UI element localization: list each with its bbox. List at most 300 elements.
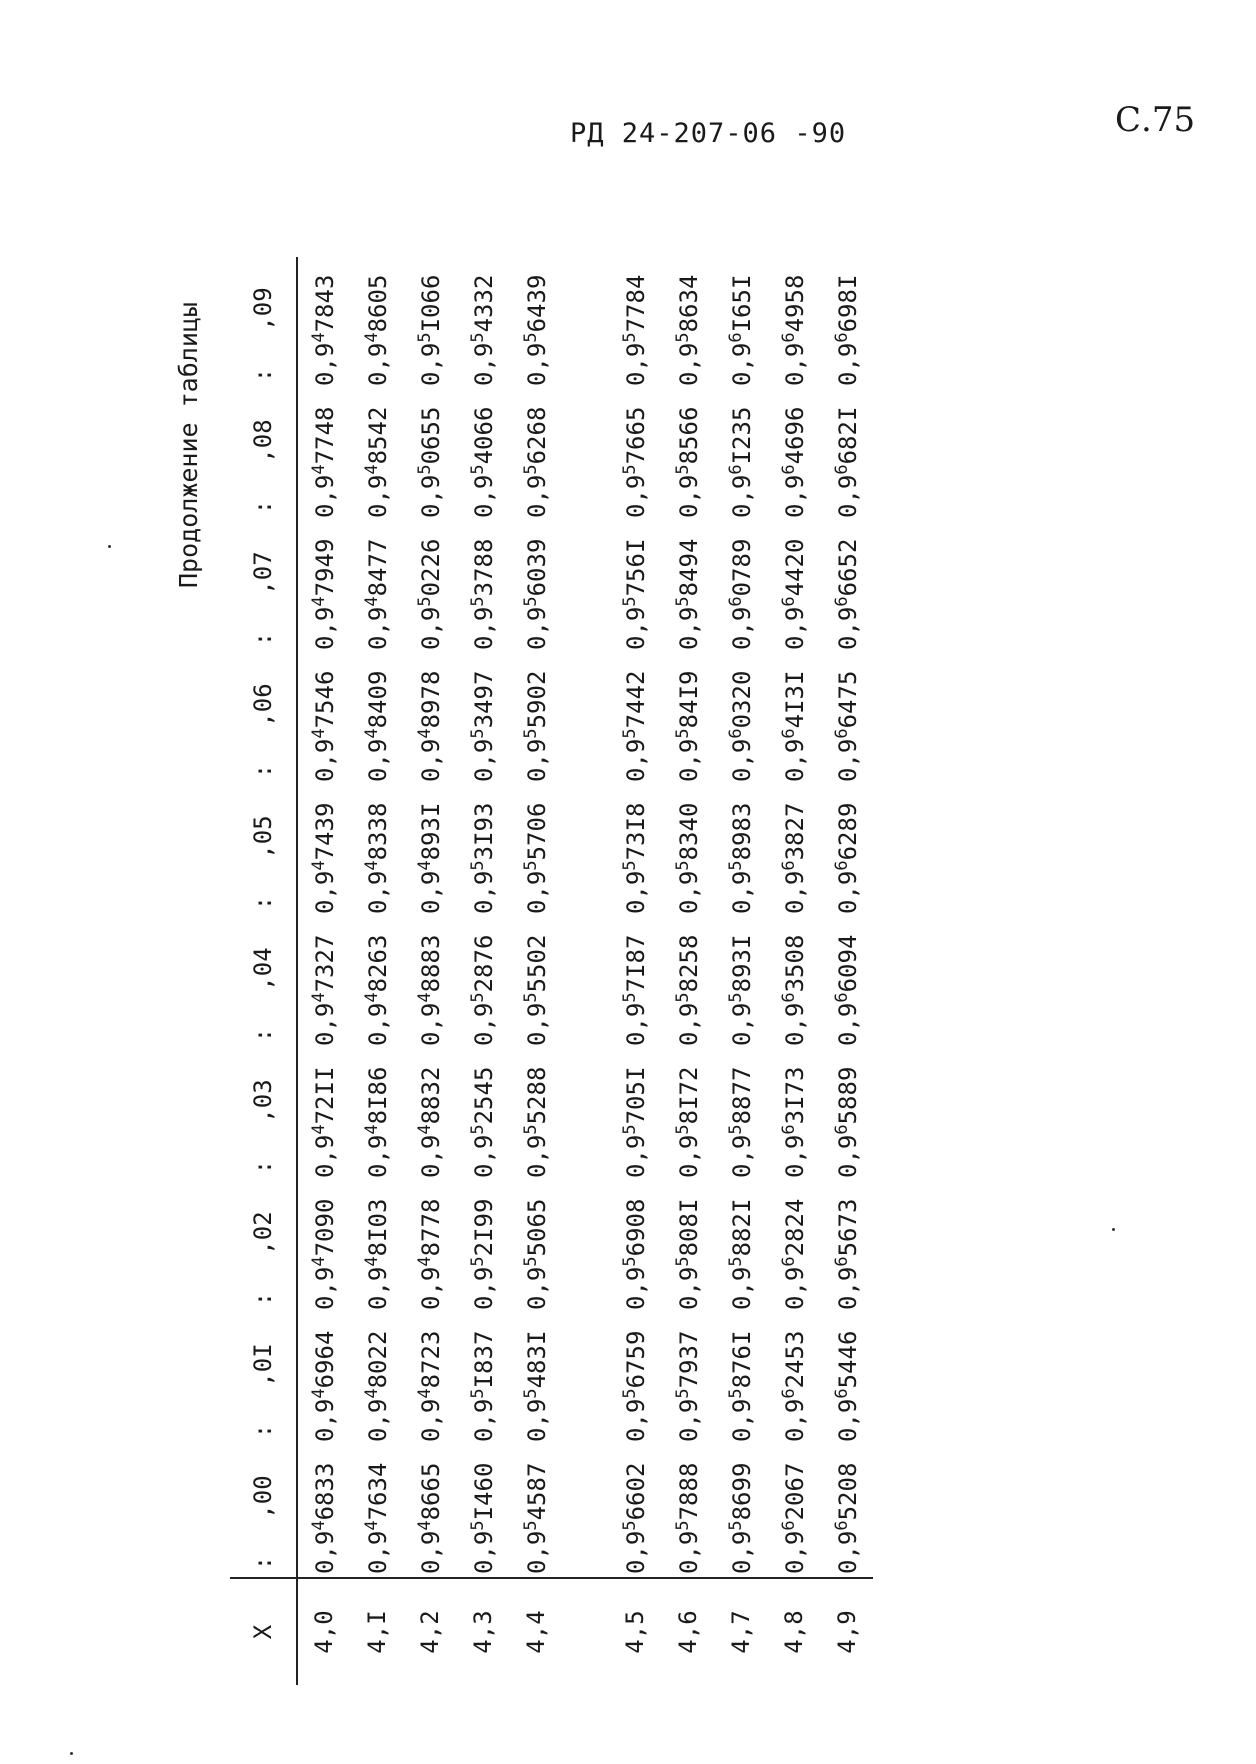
value-cell bbox=[714, 653, 767, 785]
value-exponent: 5 bbox=[467, 1256, 488, 1267]
value-cell bbox=[456, 1181, 509, 1313]
value-mantissa: 7949 bbox=[311, 538, 339, 597]
value-prefix: 0,9 bbox=[621, 1530, 650, 1574]
value-exponent: 6 bbox=[778, 1124, 799, 1135]
scan-speck bbox=[1112, 1228, 1115, 1231]
document-code: РД 24-207-06 -90 bbox=[570, 118, 847, 149]
scan-speck bbox=[108, 545, 111, 548]
value-prefix: 0,9 bbox=[522, 1002, 551, 1046]
value-mantissa: 5446 bbox=[833, 1330, 862, 1389]
value-mantissa: 8340 bbox=[674, 802, 703, 861]
value-mantissa: 8634 bbox=[674, 274, 703, 333]
value-prefix: 0,9 bbox=[621, 342, 650, 386]
value-mantissa: 6833 bbox=[311, 1462, 339, 1521]
table-row bbox=[509, 257, 562, 1685]
value-exponent: 5 bbox=[672, 860, 693, 871]
value-mantissa: 8832 bbox=[416, 1066, 445, 1125]
value-prefix: 0,9 bbox=[674, 738, 703, 782]
value-mantissa: 8477 bbox=[363, 538, 392, 597]
value-exponent: 5 bbox=[619, 860, 640, 871]
value-prefix: 0,9 bbox=[727, 1134, 756, 1178]
value-mantissa: 8258 bbox=[674, 934, 703, 993]
value-exponent: 5 bbox=[467, 992, 488, 1003]
table-row bbox=[297, 257, 350, 1685]
value-mantissa: 0226 bbox=[416, 538, 445, 597]
value-cell bbox=[350, 1181, 403, 1313]
value-cell bbox=[456, 917, 509, 1049]
value-mantissa: 2067 bbox=[780, 1462, 809, 1521]
value-cell bbox=[714, 389, 767, 521]
value-cell bbox=[767, 1313, 820, 1445]
value-cell bbox=[297, 1181, 350, 1313]
value-exponent: 5 bbox=[520, 860, 541, 871]
column-header: ,08 bbox=[230, 389, 297, 493]
value-prefix: 0,9 bbox=[727, 738, 756, 782]
value-exponent: 5 bbox=[467, 1520, 488, 1531]
value-mantissa: 6964 bbox=[311, 1330, 339, 1389]
value-exponent: 5 bbox=[725, 1256, 746, 1267]
value-exponent: 5 bbox=[520, 332, 541, 343]
value-cell bbox=[661, 521, 714, 653]
column-separator: : bbox=[230, 1021, 297, 1049]
value-cell bbox=[456, 653, 509, 785]
column-separator: : bbox=[230, 1153, 297, 1181]
value-cell bbox=[820, 917, 873, 1049]
column-header: ,04 bbox=[230, 917, 297, 1021]
value-cell bbox=[767, 785, 820, 917]
value-mantissa: 4958 bbox=[780, 274, 809, 333]
value-cell bbox=[767, 1445, 820, 1578]
value-mantissa: 3827 bbox=[780, 802, 809, 861]
value-cell bbox=[661, 1445, 714, 1578]
value-exponent: 6 bbox=[778, 1388, 799, 1399]
value-prefix: 0,9 bbox=[363, 738, 392, 782]
value-exponent: 4 bbox=[414, 728, 435, 739]
value-cell bbox=[661, 1313, 714, 1445]
column-separator: : bbox=[230, 757, 297, 785]
row-x-label: 4,3 bbox=[456, 1578, 509, 1685]
value-exponent: 4 bbox=[414, 1388, 435, 1399]
value-mantissa: 705I bbox=[621, 1066, 650, 1125]
table-row bbox=[661, 257, 714, 1685]
value-prefix: 0,9 bbox=[416, 474, 445, 518]
value-exponent: 4 bbox=[309, 860, 329, 871]
column-header: ,06 bbox=[230, 653, 297, 757]
value-exponent: 4 bbox=[309, 1124, 329, 1135]
value-mantissa: 3788 bbox=[469, 538, 498, 597]
value-mantissa: 7442 bbox=[621, 670, 650, 729]
value-prefix: 0,9 bbox=[416, 1398, 445, 1442]
value-cell bbox=[456, 1445, 509, 1578]
value-exponent: 5 bbox=[467, 464, 488, 475]
value-cell bbox=[403, 257, 456, 389]
value-cell bbox=[403, 389, 456, 521]
column-separator: : bbox=[230, 361, 297, 389]
value-prefix: 0,9 bbox=[363, 1134, 392, 1178]
value-cell bbox=[297, 257, 350, 389]
value-mantissa: 72II bbox=[311, 1066, 339, 1125]
value-mantissa: 4696 bbox=[780, 406, 809, 465]
value-prefix: 0,9 bbox=[363, 474, 392, 518]
value-prefix: 0,9 bbox=[780, 1266, 809, 1310]
value-prefix: 0,9 bbox=[311, 1002, 339, 1046]
column-header: ,03 bbox=[230, 1049, 297, 1153]
value-prefix: 0,9 bbox=[833, 1134, 862, 1178]
value-cell bbox=[297, 389, 350, 521]
value-prefix: 0,9 bbox=[727, 1398, 756, 1442]
value-cell bbox=[509, 1313, 562, 1445]
value-cell bbox=[509, 917, 562, 1049]
value-exponent: 5 bbox=[672, 728, 693, 739]
value-mantissa: 5889 bbox=[833, 1066, 862, 1125]
value-prefix: 0,9 bbox=[469, 1398, 498, 1442]
value-mantissa: 8978 bbox=[416, 670, 445, 729]
value-exponent: 6 bbox=[831, 1388, 852, 1399]
value-mantissa: 8542 bbox=[363, 406, 392, 465]
value-exponent: 5 bbox=[619, 596, 640, 607]
value-prefix: 0,9 bbox=[674, 1002, 703, 1046]
value-mantissa: 7439 bbox=[311, 802, 339, 861]
value-exponent: 4 bbox=[361, 1124, 382, 1135]
value-exponent: 4 bbox=[309, 728, 329, 739]
value-exponent: 5 bbox=[672, 1520, 693, 1531]
value-cell bbox=[767, 257, 820, 389]
value-cell bbox=[767, 1181, 820, 1313]
value-exponent: 5 bbox=[520, 992, 541, 1003]
value-prefix: 0,9 bbox=[780, 342, 809, 386]
value-cell bbox=[509, 1445, 562, 1578]
value-mantissa: 5673 bbox=[833, 1198, 862, 1257]
value-exponent: 4 bbox=[309, 1520, 329, 1531]
value-prefix: 0,9 bbox=[674, 342, 703, 386]
value-prefix: 0,9 bbox=[833, 342, 862, 386]
value-mantissa: I65I bbox=[727, 274, 756, 333]
value-mantissa: I460 bbox=[469, 1462, 498, 1521]
column-separator: : bbox=[230, 1285, 297, 1313]
value-prefix: 0,9 bbox=[311, 1134, 339, 1178]
value-mantissa: 7665 bbox=[621, 406, 650, 465]
value-prefix: 0,9 bbox=[780, 1398, 809, 1442]
value-cell bbox=[403, 653, 456, 785]
value-prefix: 0,9 bbox=[469, 606, 498, 650]
value-prefix: 0,9 bbox=[363, 1530, 392, 1574]
value-prefix: 0,9 bbox=[727, 1266, 756, 1310]
value-cell bbox=[456, 521, 509, 653]
value-prefix: 0,9 bbox=[522, 1134, 551, 1178]
value-cell bbox=[509, 785, 562, 917]
value-mantissa: 808I bbox=[674, 1198, 703, 1257]
value-exponent: 5 bbox=[619, 1256, 640, 1267]
value-cell bbox=[608, 917, 661, 1049]
value-exponent: 5 bbox=[672, 332, 693, 343]
value-exponent: 6 bbox=[778, 1256, 799, 1267]
value-exponent: 4 bbox=[309, 1388, 329, 1399]
value-cell bbox=[661, 1049, 714, 1181]
value-mantissa: 6439 bbox=[522, 274, 551, 333]
value-mantissa: 3508 bbox=[780, 934, 809, 993]
value-cell bbox=[297, 785, 350, 917]
column-separator: : bbox=[230, 1549, 297, 1578]
value-prefix: 0,9 bbox=[833, 474, 862, 518]
value-exponent: 5 bbox=[619, 1520, 640, 1531]
value-mantissa: 8494 bbox=[674, 538, 703, 597]
value-cell bbox=[767, 653, 820, 785]
row-x-label: 4,8 bbox=[767, 1578, 820, 1685]
value-cell bbox=[350, 257, 403, 389]
value-prefix: 0,9 bbox=[469, 1134, 498, 1178]
value-prefix: 0,9 bbox=[674, 606, 703, 650]
value-cell bbox=[350, 1313, 403, 1445]
value-prefix: 0,9 bbox=[727, 342, 756, 386]
column-header: ,02 bbox=[230, 1181, 297, 1285]
value-exponent: 4 bbox=[361, 1388, 382, 1399]
value-exponent: 6 bbox=[831, 1124, 852, 1135]
value-mantissa: 2453 bbox=[780, 1330, 809, 1389]
table-caption: Продолжение таблицы bbox=[174, 302, 203, 588]
value-prefix: 0,9 bbox=[833, 870, 862, 914]
value-cell bbox=[509, 1181, 562, 1313]
table-row bbox=[714, 257, 767, 1685]
row-x-label: 4,5 bbox=[608, 1578, 661, 1685]
value-prefix: 0,9 bbox=[621, 1266, 650, 1310]
value-exponent: 5 bbox=[725, 1124, 746, 1135]
value-cell bbox=[608, 1181, 661, 1313]
table-row bbox=[608, 257, 661, 1685]
value-prefix: 0,9 bbox=[311, 342, 339, 386]
value-cell bbox=[820, 1181, 873, 1313]
value-exponent: 5 bbox=[467, 1388, 488, 1399]
value-exponent: 5 bbox=[520, 1388, 541, 1399]
value-exponent: 5 bbox=[672, 992, 693, 1003]
value-mantissa: 682I bbox=[833, 406, 862, 465]
value-exponent: 5 bbox=[520, 1520, 541, 1531]
value-prefix: 0,9 bbox=[780, 1134, 809, 1178]
value-mantissa: 8877 bbox=[727, 1066, 756, 1125]
value-cell bbox=[608, 257, 661, 389]
value-mantissa: 3I73 bbox=[780, 1066, 809, 1125]
value-exponent: 6 bbox=[831, 596, 852, 607]
value-cell bbox=[820, 521, 873, 653]
value-cell bbox=[661, 1181, 714, 1313]
value-mantissa: 8409 bbox=[363, 670, 392, 729]
value-mantissa: 8022 bbox=[363, 1330, 392, 1389]
value-mantissa: 893I bbox=[727, 934, 756, 993]
value-mantissa: 756I bbox=[621, 538, 650, 597]
value-prefix: 0,9 bbox=[833, 1398, 862, 1442]
value-mantissa: 4066 bbox=[469, 406, 498, 465]
value-mantissa: 8263 bbox=[363, 934, 392, 993]
value-mantissa: 5902 bbox=[522, 670, 551, 729]
value-exponent: 4 bbox=[361, 860, 382, 871]
value-prefix: 0,9 bbox=[674, 474, 703, 518]
value-exponent: 5 bbox=[725, 992, 746, 1003]
value-prefix: 0,9 bbox=[674, 1530, 703, 1574]
value-cell bbox=[297, 1049, 350, 1181]
value-prefix: 0,9 bbox=[311, 474, 339, 518]
value-exponent: 5 bbox=[467, 332, 488, 343]
value-exponent: 5 bbox=[725, 860, 746, 871]
value-prefix: 0,9 bbox=[416, 342, 445, 386]
value-cell bbox=[661, 917, 714, 1049]
value-mantissa: 8338 bbox=[363, 802, 392, 861]
value-mantissa: I837 bbox=[469, 1330, 498, 1389]
value-prefix: 0,9 bbox=[780, 1530, 809, 1574]
value-exponent: 4 bbox=[309, 1256, 329, 1267]
row-x-label: 4,0 bbox=[297, 1578, 350, 1685]
value-exponent: 4 bbox=[309, 992, 329, 1003]
value-cell bbox=[608, 1049, 661, 1181]
value-mantissa: 6268 bbox=[522, 406, 551, 465]
value-prefix: 0,9 bbox=[522, 1530, 551, 1574]
value-mantissa: 698I bbox=[833, 274, 862, 333]
value-exponent: 4 bbox=[361, 464, 382, 475]
value-exponent: 6 bbox=[725, 728, 746, 739]
value-mantissa: 7546 bbox=[311, 670, 339, 729]
row-x-label: 4,9 bbox=[820, 1578, 873, 1685]
value-prefix: 0,9 bbox=[311, 606, 339, 650]
gap-cell bbox=[562, 1578, 608, 1685]
value-exponent: 6 bbox=[831, 332, 852, 343]
value-cell bbox=[403, 1049, 456, 1181]
value-cell bbox=[456, 1313, 509, 1445]
value-cell bbox=[403, 1313, 456, 1445]
row-gap bbox=[562, 257, 608, 1685]
column-header: ,00 bbox=[230, 1445, 297, 1549]
value-cell bbox=[297, 1313, 350, 1445]
value-exponent: 4 bbox=[361, 332, 382, 343]
value-exponent: 4 bbox=[309, 464, 329, 475]
value-exponent: 6 bbox=[831, 1256, 852, 1267]
page-number: С.75 bbox=[1115, 100, 1196, 140]
value-prefix: 0,9 bbox=[363, 870, 392, 914]
value-cell bbox=[767, 389, 820, 521]
value-prefix: 0,9 bbox=[363, 1266, 392, 1310]
value-mantissa: 7748 bbox=[311, 406, 339, 465]
value-prefix: 0,9 bbox=[621, 474, 650, 518]
value-cell bbox=[714, 521, 767, 653]
value-exponent: 6 bbox=[778, 728, 799, 739]
value-prefix: 0,9 bbox=[621, 606, 650, 650]
value-prefix: 0,9 bbox=[780, 606, 809, 650]
value-prefix: 0,9 bbox=[311, 1266, 339, 1310]
column-header: ,0I bbox=[230, 1313, 297, 1417]
value-cell bbox=[509, 389, 562, 521]
value-cell bbox=[661, 653, 714, 785]
column-separator: : bbox=[230, 625, 297, 653]
value-exponent: 5 bbox=[725, 1388, 746, 1399]
value-prefix: 0,9 bbox=[674, 1134, 703, 1178]
value-exponent: 4 bbox=[361, 1520, 382, 1531]
value-exponent: 5 bbox=[520, 1124, 541, 1135]
value-prefix: 0,9 bbox=[522, 870, 551, 914]
value-prefix: 0,9 bbox=[621, 1398, 650, 1442]
value-exponent: 5 bbox=[520, 1256, 541, 1267]
value-exponent: 4 bbox=[309, 332, 329, 343]
value-cell bbox=[714, 917, 767, 1049]
value-exponent: 5 bbox=[619, 464, 640, 475]
value-exponent: 5 bbox=[672, 596, 693, 607]
value-prefix: 0,9 bbox=[621, 738, 650, 782]
value-cell bbox=[350, 1445, 403, 1578]
value-cell bbox=[820, 1313, 873, 1445]
value-cell bbox=[509, 1049, 562, 1181]
value-mantissa: 2824 bbox=[780, 1198, 809, 1257]
value-exponent: 4 bbox=[414, 1520, 435, 1531]
value-exponent: 5 bbox=[619, 1124, 640, 1135]
value-cell bbox=[714, 257, 767, 389]
value-exponent: 5 bbox=[672, 1388, 693, 1399]
value-mantissa: 0655 bbox=[416, 406, 445, 465]
value-exponent: 4 bbox=[361, 1256, 382, 1267]
value-prefix: 0,9 bbox=[522, 342, 551, 386]
value-cell bbox=[350, 785, 403, 917]
column-header: ,05 bbox=[230, 785, 297, 889]
value-mantissa: 0320 bbox=[727, 670, 756, 729]
value-prefix: 0,9 bbox=[833, 606, 862, 650]
table-row bbox=[350, 257, 403, 1685]
value-cell bbox=[350, 1049, 403, 1181]
value-prefix: 0,9 bbox=[674, 1266, 703, 1310]
value-prefix: 0,9 bbox=[727, 474, 756, 518]
value-prefix: 0,9 bbox=[469, 474, 498, 518]
value-exponent: 5 bbox=[520, 728, 541, 739]
value-prefix: 0,9 bbox=[416, 1002, 445, 1046]
value-cell bbox=[403, 917, 456, 1049]
value-mantissa: 7634 bbox=[363, 1462, 392, 1521]
value-prefix: 0,9 bbox=[522, 1398, 551, 1442]
value-exponent: 5 bbox=[672, 464, 693, 475]
value-cell bbox=[820, 257, 873, 389]
value-prefix: 0,9 bbox=[416, 1266, 445, 1310]
value-prefix: 0,9 bbox=[780, 738, 809, 782]
value-cell bbox=[403, 785, 456, 917]
value-exponent: 6 bbox=[831, 464, 852, 475]
row-x-label: 4,2 bbox=[403, 1578, 456, 1685]
value-mantissa: 7784 bbox=[621, 274, 650, 333]
value-prefix: 0,9 bbox=[469, 1266, 498, 1310]
value-exponent: 6 bbox=[831, 728, 852, 739]
value-cell bbox=[767, 1049, 820, 1181]
value-cell bbox=[456, 785, 509, 917]
value-mantissa: 8566 bbox=[674, 406, 703, 465]
value-prefix: 0,9 bbox=[311, 738, 339, 782]
value-mantissa: 5208 bbox=[833, 1462, 862, 1521]
value-mantissa: 6908 bbox=[621, 1198, 650, 1257]
value-cell bbox=[297, 521, 350, 653]
value-exponent: 5 bbox=[619, 728, 640, 739]
column-separator: : bbox=[230, 493, 297, 521]
value-cell bbox=[714, 1049, 767, 1181]
value-exponent: 6 bbox=[778, 596, 799, 607]
value-mantissa: 2545 bbox=[469, 1066, 498, 1125]
value-mantissa: 8723 bbox=[416, 1330, 445, 1389]
value-mantissa: 8605 bbox=[363, 274, 392, 333]
value-prefix: 0,9 bbox=[416, 606, 445, 650]
value-mantissa: 0789 bbox=[727, 538, 756, 597]
row-x-label: 4,7 bbox=[714, 1578, 767, 1685]
value-exponent: 4 bbox=[414, 992, 435, 1003]
value-exponent: 5 bbox=[672, 1124, 693, 1135]
value-prefix: 0,9 bbox=[416, 738, 445, 782]
value-mantissa: 6094 bbox=[833, 934, 862, 993]
value-mantissa: 4420 bbox=[780, 538, 809, 597]
value-mantissa: 2I99 bbox=[469, 1198, 498, 1257]
value-prefix: 0,9 bbox=[621, 870, 650, 914]
value-mantissa: 8699 bbox=[727, 1462, 756, 1521]
value-cell bbox=[608, 653, 661, 785]
value-mantissa: 483I bbox=[522, 1330, 551, 1389]
value-prefix: 0,9 bbox=[469, 738, 498, 782]
